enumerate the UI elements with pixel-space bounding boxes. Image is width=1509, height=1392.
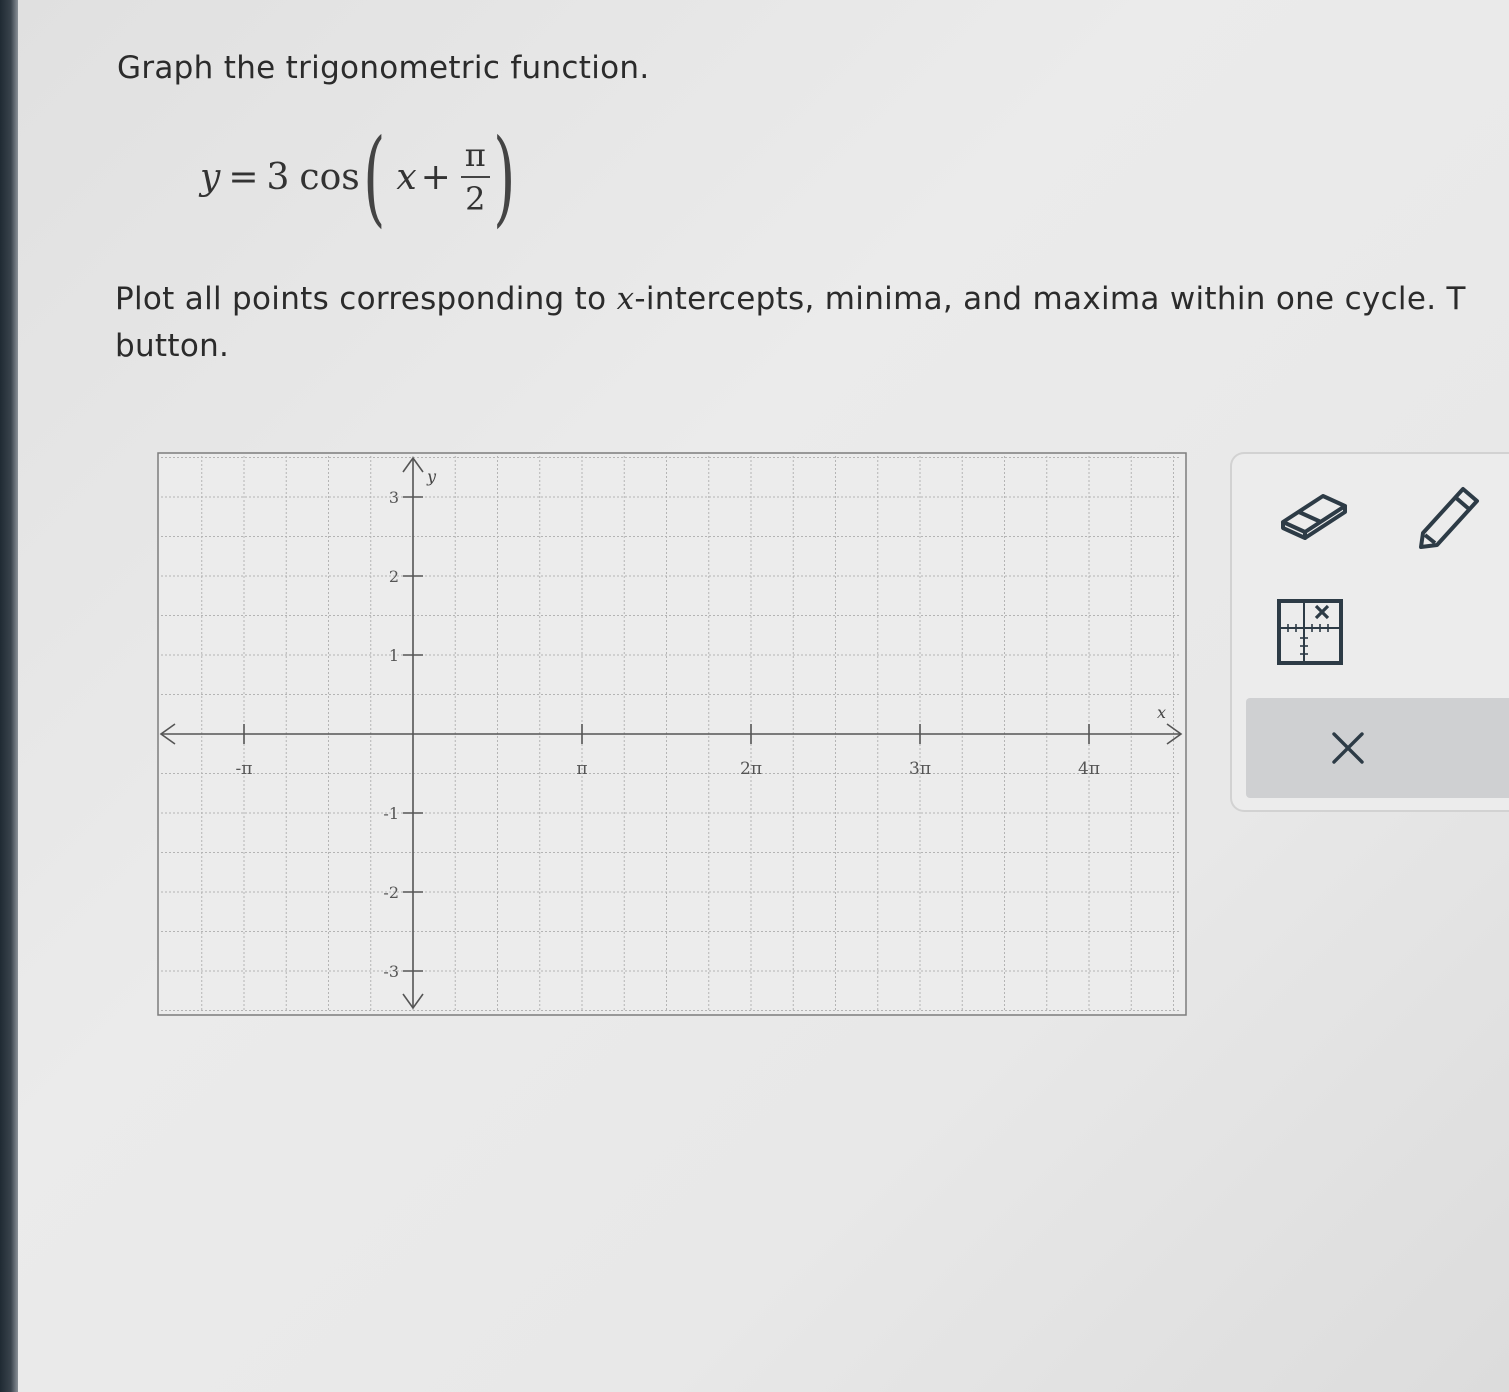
y-tick-label: 3	[388, 488, 399, 507]
y-tick-label: -3	[383, 962, 399, 981]
instructions-part-2: -intercepts, minima, and maxima within one cycle. T	[634, 281, 1466, 317]
instructions-var: x	[616, 281, 635, 317]
graph-area[interactable]	[157, 452, 1189, 1018]
point-grid-icon	[1276, 598, 1344, 666]
x-axis-label: x	[1157, 703, 1167, 722]
equation-function: cos	[299, 156, 360, 198]
eraser-button[interactable]	[1270, 480, 1358, 548]
equation-coefficient: 3	[266, 156, 290, 198]
equation	[200, 116, 518, 238]
question-prompt: Graph the trigonometric function.	[117, 50, 650, 86]
fraction-denominator: 2	[465, 180, 486, 218]
equation-equals: =	[228, 156, 259, 198]
instructions-part-1: Plot all points corresponding to	[115, 281, 617, 317]
y-tick-label: -2	[383, 883, 399, 902]
window-edge	[0, 0, 18, 1392]
point-tool-button[interactable]	[1272, 594, 1348, 670]
x-tick-label: 4π	[1078, 759, 1100, 779]
pencil-button[interactable]	[1412, 476, 1488, 552]
tool-panel	[1230, 452, 1509, 812]
close-icon	[1331, 731, 1365, 765]
eraser-icon	[1277, 488, 1351, 540]
fraction-numerator: π	[461, 136, 490, 178]
graph-canvas[interactable]	[157, 452, 1189, 1018]
instructions	[115, 276, 1509, 370]
x-tick-label: 3π	[909, 759, 931, 779]
y-tick-label: 1	[388, 646, 399, 665]
x-tick-label: -π	[235, 759, 253, 779]
x-tick-label: π	[576, 759, 588, 779]
equation-plus: +	[420, 156, 451, 198]
y-axis-label: y	[427, 467, 437, 486]
clear-button[interactable]	[1246, 698, 1509, 798]
equation-lhs: y	[200, 156, 221, 198]
y-tick-label: 2	[388, 567, 399, 586]
y-tick-label: -1	[383, 804, 399, 823]
pencil-icon	[1415, 479, 1485, 549]
equation-argument-var: x	[396, 156, 417, 198]
x-tick-label: 2π	[740, 759, 762, 779]
equation-fraction	[461, 136, 490, 218]
instructions-line-2: button.	[115, 328, 230, 364]
right-paren: )	[492, 116, 516, 238]
left-paren: (	[362, 116, 386, 238]
